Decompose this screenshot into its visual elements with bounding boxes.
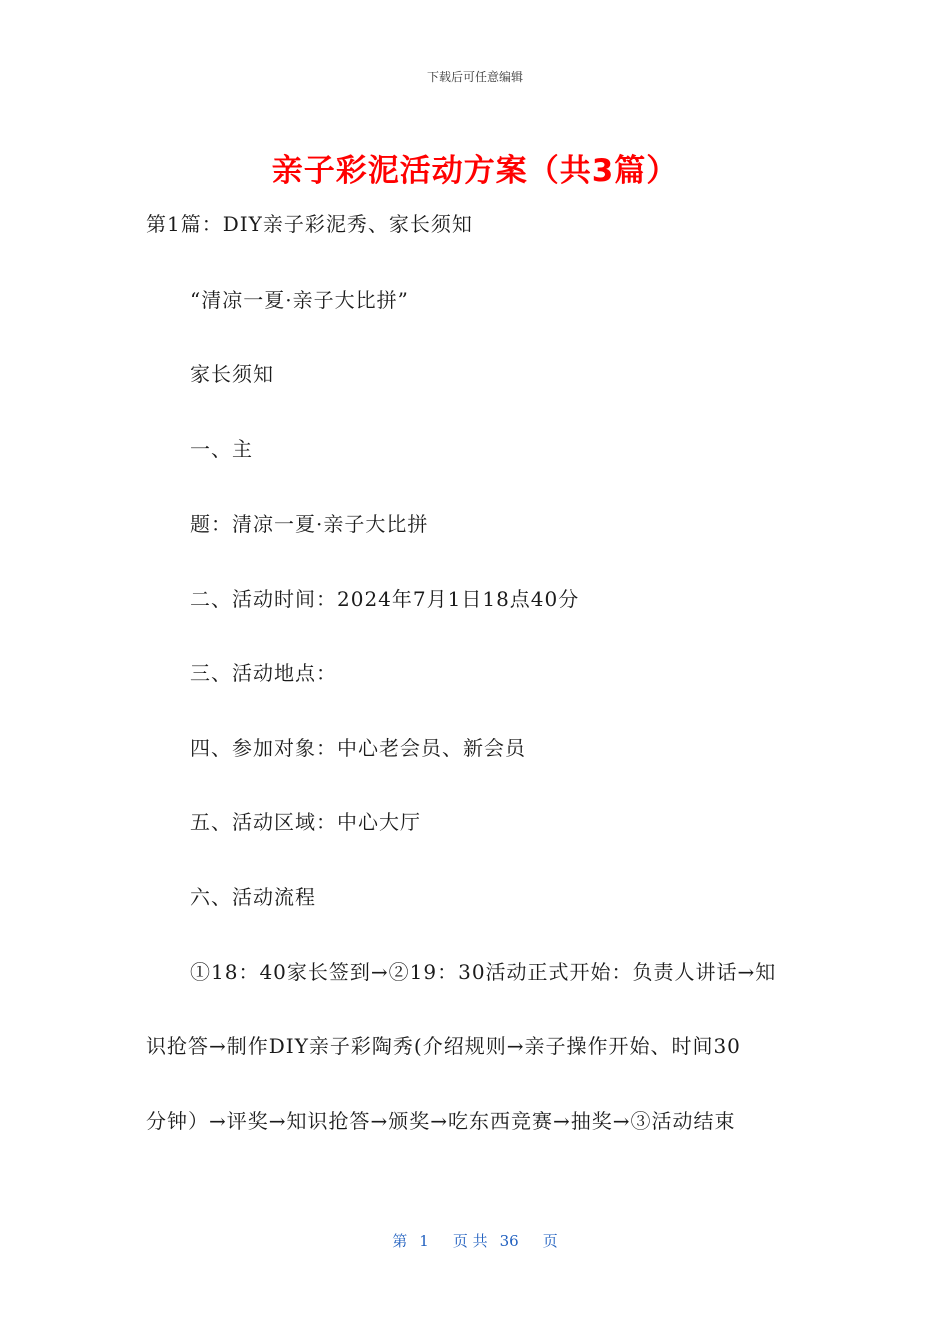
footer-total-pages: 36 [499,1232,519,1250]
item-theme-label: 一、主 [190,437,253,461]
footer-current-page: 1 [419,1232,429,1250]
section-heading: 第1篇：DIY亲子彩泥秀、家长须知 [146,212,473,236]
item-participants: 四、参加对象：中心老会员、新会员 [190,736,526,760]
document-title: 亲子彩泥活动方案（共3篇） [271,153,679,189]
item-location: 三、活动地点： [190,661,337,685]
footer-middle: 页 共 [452,1232,488,1250]
event-slogan: “清凉一夏·亲子大比拼” [190,288,409,312]
footer-prefix: 第 [392,1232,408,1250]
item-time: 二、活动时间：2024年7月1日18点40分 [190,587,580,611]
process-line-2: 识抢答→制作DIY亲子彩陶秀(介绍规则→亲子操作开始、时间30 [146,1034,741,1058]
process-line-1: ①18：40家长签到→②19：30活动正式开始：负责人讲话→知 [190,960,777,984]
item-area: 五、活动区域：中心大厅 [190,810,421,834]
item-theme-value: 题：清凉一夏·亲子大比拼 [190,512,429,536]
page-footer [0,1230,950,1251]
header-note: 下载后可任意编辑 [426,70,523,84]
process-line-3: 分钟）→评奖→知识抢答→颁奖→吃东西竞赛→抽奖→③活动结束 [146,1109,736,1133]
notice-heading: 家长须知 [190,362,274,386]
footer-suffix: 页 [542,1232,558,1250]
item-process-heading: 六、活动流程 [190,885,316,909]
